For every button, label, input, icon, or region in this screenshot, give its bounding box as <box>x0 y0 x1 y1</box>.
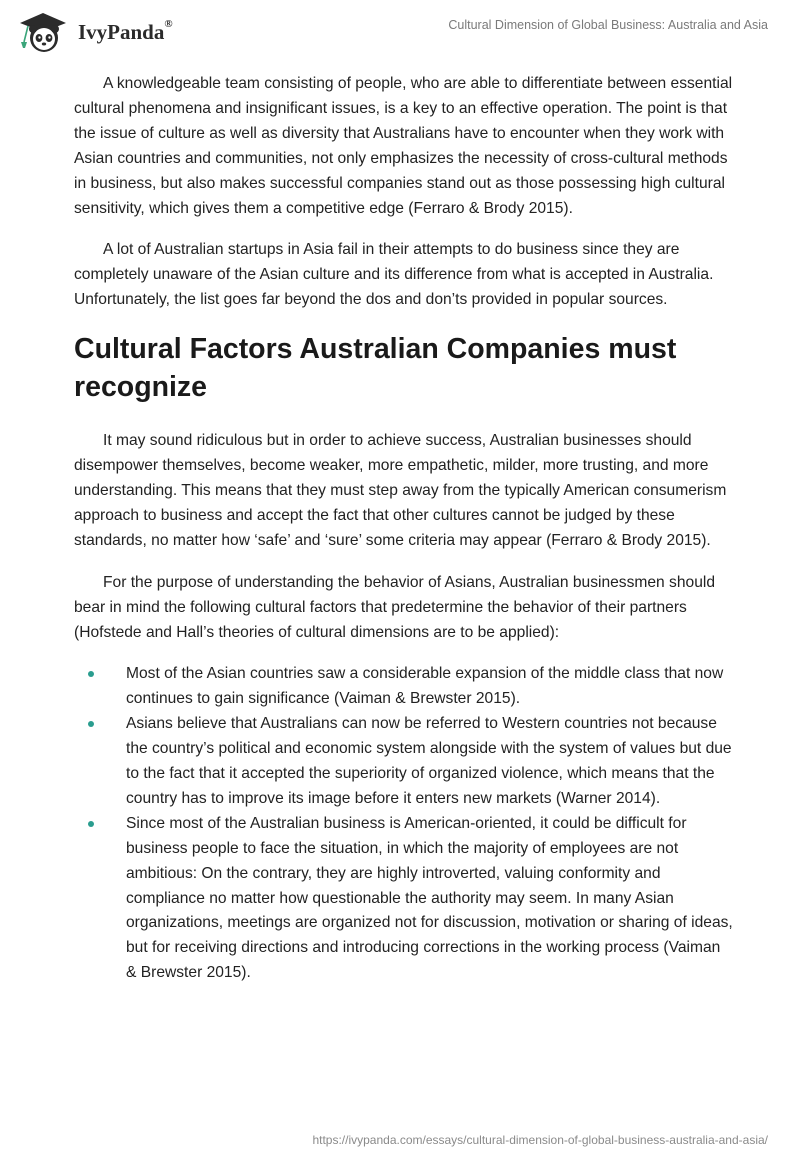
essay-content <box>74 72 734 986</box>
list-item <box>74 712 734 812</box>
source-url[interactable]: https://ivypanda.com/essays/cultural-dimension-of-global-business-australia-and-asia/ <box>312 1133 768 1147</box>
bullet-icon <box>88 671 94 677</box>
bullet-list <box>74 662 734 986</box>
bullet-icon <box>88 721 94 727</box>
document-title: Cultural Dimension of Global Business: Australia and Asia <box>448 18 768 32</box>
list-item-text: Most of the Asian countries saw a considerable expansion of the middle class that now continues to gain significance (Vaiman & Brewster 2015). <box>126 665 724 708</box>
list-item <box>74 812 734 986</box>
page-header <box>0 0 800 60</box>
logo-text: IvyPanda® <box>78 18 173 44</box>
ivypanda-logo[interactable] <box>14 10 199 54</box>
panda-graduate-icon <box>14 10 72 54</box>
list-item-text: Since most of the Australian business is American-oriented, it could be difficult for business people to face the situation, in which the majority of employees are not ambitious: On the contrary, they are highly introverted, valuing conformity and compliance no matter how questionable the authority may seem. In many Asian organizations, meetings are organized not for discussion, motivation or sharing of ideas, but for receiving directions and introducing corrections in the working process (Vaiman & Brewster 2015). <box>126 814 733 982</box>
paragraph: A lot of Australian startups in Asia fail in their attempts to do business since they are completely unaware of the Asian culture and its difference from what is accepted in Australia. Unfortunately, the list goes far beyond the dos and don’ts provided in popular sources. <box>74 241 714 309</box>
paragraph: It may sound ridiculous but in order to achieve success, Australian businesses should disempower themselves, become weaker, more empathetic, milder, more trusting, and more understanding. This means that they must step away from the typically American consumerism approach to business and accept the fact that other cultures cannot be judged by these standards, no matter how ‘safe’ and ‘sure’ some criteria may appear (Ferraro & Brody 2015). <box>74 432 727 549</box>
paragraph: For the purpose of understanding the behavior of Asians, Australian businessmen should bear in mind the following cultural factors that predetermine the behavior of their partners (Hofstede and Hall’s theories of cultural dimensions are to be applied): <box>74 573 716 641</box>
list-item <box>74 662 734 712</box>
bullet-icon <box>88 821 94 827</box>
paragraph: A knowledgeable team consisting of people, who are able to differentiate between essential cultural phenomena and insignificant issues, is a key to an effective operation. The point is that the issue of culture as well as diversity that Australians have to encounter when they work with Asian countries and communities, not only emphasizes the necessity of cross-cultural methods in business, but also makes successful companies stand out as those possessing high cultural sensitivity, which gives them a competitive edge (Ferraro & Brody 2015). <box>74 75 733 217</box>
list-item-text: Asians believe that Australians can now be referred to Western countries not because the country’s political and economic system alongside with the system of values but due to the fact that it accepted the superiority of organized violence, which means that the country has to improve its image before it enters new markets (Warner 2014). <box>126 715 732 807</box>
section-heading: Cultural Factors Australian Companies must recognize <box>74 333 677 404</box>
